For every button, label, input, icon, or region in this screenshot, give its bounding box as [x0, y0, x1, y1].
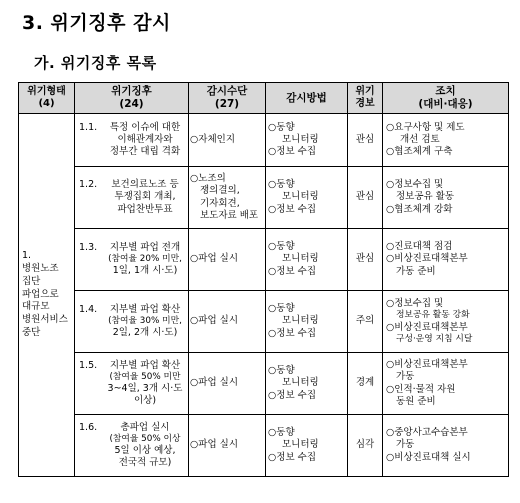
table-row [19, 114, 509, 167]
table-row [19, 167, 509, 229]
monitoring-means-cell: ○자체인지 [189, 114, 266, 167]
monitoring-means-cell: ○노조의 쟁의결의, 기자회견, 보도자료 배포 [189, 167, 266, 229]
monitoring-means-cell: ○파업 실시 [189, 291, 266, 353]
table-header-row [19, 83, 509, 114]
header-action: 조치 (대비·대응) [383, 83, 509, 114]
crisis-sign-cell: 1.1. 특정 이슈에 대한 이해관계자와 정부간 대립 격화 [75, 114, 189, 167]
crisis-sign-cell: 1.6. 총파업 실시 (참여율 50% 이상 5일 이상 예상, 전국적 규모) [75, 415, 189, 477]
monitoring-method-cell: ○동향 모니터링 ○정보 수집 [266, 114, 348, 167]
monitoring-means-cell: ○파업 실시 [189, 229, 266, 291]
action-cell: ○정보수집 및 정보공유 활동 ○협조체계 강화 [383, 167, 509, 229]
header-monitoring-means: 감시수단 (27) [189, 83, 266, 114]
table-row [19, 353, 509, 415]
monitoring-method-cell: ○동향 모니터링 ○정보 수집 [266, 353, 348, 415]
table-row [19, 415, 509, 477]
header-crisis-type: 위기형태 (4) [19, 83, 75, 114]
alert-level-cell: 관심 [348, 229, 383, 291]
alert-level-cell: 경계 [348, 353, 383, 415]
action-cell: ○진료대책 점검 ○비상진료대책본부 가동 준비 [383, 229, 509, 291]
header-monitoring-method: 감시방법 [266, 83, 348, 114]
monitoring-means-cell: ○파업 실시 [189, 415, 266, 477]
action-cell: ○중앙사고수습본부 가동 ○비상진료대책 실시 [383, 415, 509, 477]
crisis-sign-cell: 1.5. 지부별 파업 확산 (참여율 50% 미만 3~4일, 3개 시·도 이상) [75, 353, 189, 415]
crisis-sign-cell: 1.4. 지부별 파업 확산 (참여율 30% 미만, 2일, 2개 시·도) [75, 291, 189, 353]
crisis-sign-table [18, 82, 509, 477]
alert-level-cell: 주의 [348, 291, 383, 353]
alert-level-cell: 심각 [348, 415, 383, 477]
alert-level-cell: 관심 [348, 114, 383, 167]
crisis-type-cell: 1. 병원노조 집단 파업으로 대규모 병원서비스 중단 [19, 114, 75, 477]
monitoring-means-cell: ○파업 실시 [189, 353, 266, 415]
section-heading: 3. 위기징후 감시 [22, 12, 171, 34]
crisis-sign-cell: 1.2. 보건의료노조 등 투쟁집회 개최, 파업찬반투표 [75, 167, 189, 229]
crisis-sign-cell: 1.3. 지부별 파업 전개 (참여율 20% 미만, 1일, 1개 시·도) [75, 229, 189, 291]
monitoring-method-cell: ○동향 모니터링 ○정보 수집 [266, 291, 348, 353]
monitoring-method-cell: ○동향 모니터링 ○정보 수집 [266, 229, 348, 291]
action-cell: ○요구사항 및 제도 개선 검토 ○협조체계 구축 [383, 114, 509, 167]
table-row [19, 229, 509, 291]
sub-heading: 가. 위기징후 목록 [34, 54, 157, 72]
header-crisis-alert: 위기 경보 [348, 83, 383, 114]
monitoring-method-cell: ○동향 모니터링 ○정보 수집 [266, 167, 348, 229]
header-crisis-sign: 위기징후 (24) [75, 83, 189, 114]
table-row [19, 291, 509, 353]
action-cell: ○정보수집 및 정보공유 활동 강화 ○비상진료대책본부 구성·운영 지침 시달 [383, 291, 509, 353]
alert-level-cell: 관심 [348, 167, 383, 229]
monitoring-method-cell: ○동향 모니터링 ○정보 수집 [266, 415, 348, 477]
action-cell: ○비상진료대책본부 가동 ○인적·물적 자원 동원 준비 [383, 353, 509, 415]
